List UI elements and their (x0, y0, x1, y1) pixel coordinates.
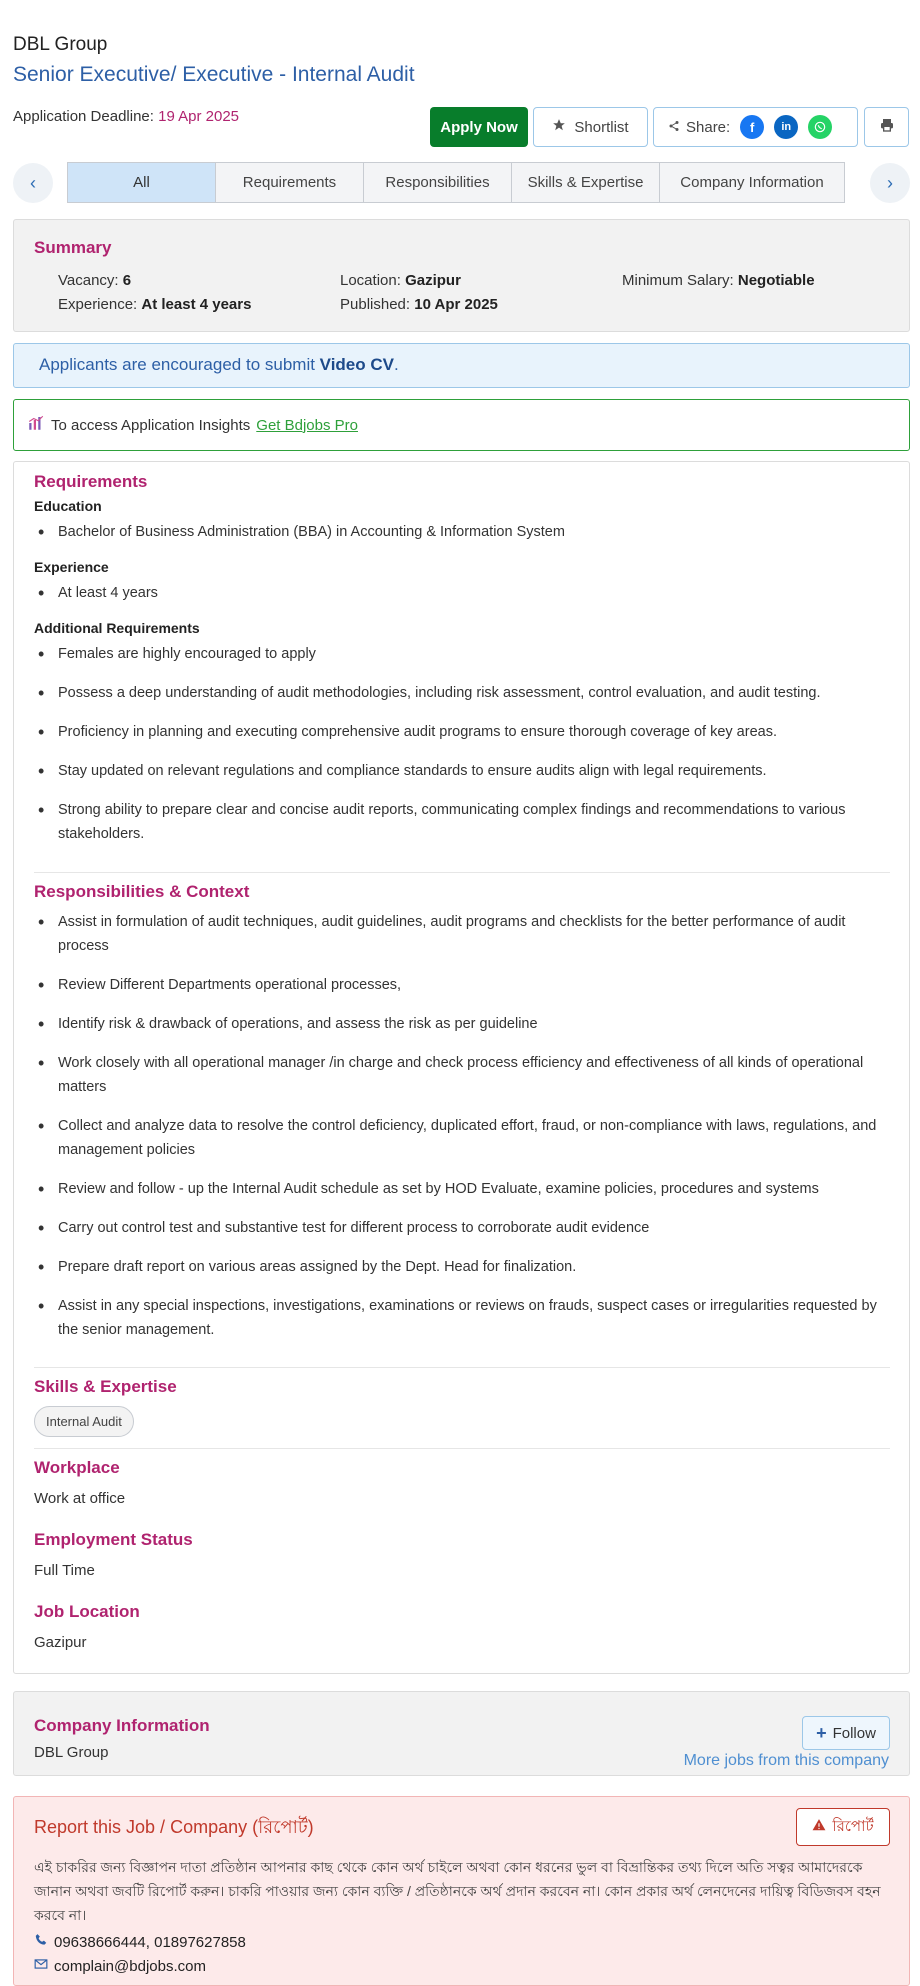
section-tabs (68, 162, 845, 203)
minimum-salary: Minimum Salary: Negotiable (622, 272, 815, 289)
share-group (653, 107, 858, 147)
plus-icon: + (816, 1722, 827, 1743)
education-heading: Education (34, 498, 102, 514)
tab-company-information[interactable]: Company Information (659, 162, 845, 203)
star-icon (552, 118, 566, 136)
mail-icon (34, 1957, 48, 1975)
workplace-value: Work at office (34, 1490, 126, 1507)
report-card (13, 1796, 910, 1986)
shortlist-label: Shortlist (574, 118, 629, 136)
skill-tag[interactable]: Internal Audit (34, 1406, 134, 1437)
get-bdjobs-pro-link[interactable]: Get Bdjobs Pro (256, 416, 358, 434)
tab-all[interactable]: All (67, 162, 216, 203)
report-email: complain@bdjobs.com (34, 1957, 206, 1975)
responsibility-item: • Prepare draft report on various areas assigned by the Dept. Head for finalization. (58, 1255, 893, 1279)
education-item: • Bachelor of Business Administration (BBA) in Accounting & Information System (58, 520, 893, 544)
video-cv-notice: Applicants are encouraged to submit Video CV. (13, 343, 910, 388)
responsibility-item: • Assist in formulation of audit techniques, audit guidelines, audit programs and checklists for the better performance of audit process (58, 910, 893, 958)
additional-requirement-item: • Females are highly encouraged to apply (58, 642, 893, 666)
apply-now-button[interactable]: Apply Now (430, 107, 528, 147)
report-notice-text: এই চাকরির জন্য বিজ্ঞাপন দাতা প্রতিষ্ঠান আপনার কাছ থেকে কোন অর্থ চাইলে অথবা কোন ধরনের ভুল বা বিভ্রান্তিকর তথ্য দিলে অতি সত্বর আমাদেরকে জানান অথবা জবটি রিপোর্ট করুন। চাকরি পাওয়ার জন্য কোন ব্যক্তি / প্রতিষ্ঠানকে অর্থ প্রদান করবেন না। কোন প্রকার অর্থ লেনদেনের দায়িত্ব বিডিজবস বহন করবে না। (34, 1859, 881, 1923)
deadline-label: Application Deadline: (13, 108, 154, 125)
facebook-icon[interactable]: f (740, 115, 764, 139)
report-button[interactable] (796, 1808, 890, 1846)
tabs-scroll-right-button[interactable] (870, 163, 910, 203)
print-button[interactable] (864, 107, 909, 147)
summary-card (13, 219, 910, 332)
summary-title: Summary (34, 238, 112, 257)
experience: Experience: At least 4 years (58, 296, 252, 313)
skills-title: Skills & Expertise (34, 1377, 177, 1396)
additional-requirement-item: • Stay updated on relevant regulations and compliance standards to ensure audits align with legal requirements. (58, 759, 893, 783)
company-information-title: Company Information (34, 1716, 210, 1735)
vacancy: Vacancy: 6 (58, 272, 132, 289)
tab-skills[interactable]: Skills & Expertise (511, 162, 660, 203)
report-phone: 09638666444, 01897627858 (34, 1933, 246, 1951)
job-details-card (13, 461, 910, 1674)
more-jobs-link[interactable]: More jobs from this company (683, 1752, 889, 1769)
print-icon (879, 117, 895, 137)
follow-label: Follow (832, 1724, 876, 1742)
chevron-left-icon: ‹ (30, 172, 36, 193)
divider (34, 872, 890, 873)
job-location-title: Job Location (34, 1602, 140, 1621)
company-information-name: DBL Group (34, 1744, 109, 1761)
employment-status-title: Employment Status (34, 1530, 193, 1549)
responsibility-item: • Assist in any special inspections, investigations, examinations or reviews on frauds, suspect cases or irregularities requested by the senior management. (58, 1294, 893, 1342)
chevron-right-icon: › (887, 172, 893, 193)
location: Location: Gazipur (340, 272, 461, 289)
job-title: Senior Executive/ Executive - Internal Audit (13, 63, 415, 86)
whatsapp-icon[interactable] (808, 115, 832, 139)
responsibility-item: • Carry out control test and substantive test for different process to corroborate audit evidence (58, 1216, 893, 1240)
tabs-scroll-left-button[interactable] (13, 163, 53, 203)
phone-icon (34, 1933, 48, 1951)
tab-requirements[interactable]: Requirements (215, 162, 364, 203)
company-information-card (13, 1691, 910, 1776)
divider (34, 1448, 890, 1449)
insights-text: To access Application Insights (51, 416, 251, 434)
requirements-title: Requirements (34, 472, 148, 491)
shortlist-button[interactable] (533, 107, 648, 147)
report-title: Report this Job / Company (রিপোর্ট) (34, 1817, 314, 1837)
employment-status-value: Full Time (34, 1562, 95, 1579)
chart-icon (27, 414, 45, 436)
warning-icon (812, 1818, 826, 1836)
responsibility-item: • Collect and analyze data to resolve the control deficiency, duplicated effort, fraud, or non-compliance with laws, regulations, and management policies (58, 1114, 893, 1162)
additional-requirement-item: • Proficiency in planning and executing comprehensive audit programs to ensure thorough coverage of key areas. (58, 720, 893, 744)
deadline-date: 19 Apr 2025 (158, 108, 240, 125)
responsibilities-title: Responsibilities & Context (34, 882, 250, 901)
job-location-value: Gazipur (34, 1634, 87, 1651)
responsibility-item: • Review and follow - up the Internal Audit schedule as set by HOD Evaluate, examine policies, procedures and systems (58, 1177, 893, 1201)
workplace-title: Workplace (34, 1458, 120, 1477)
application-insights-banner (13, 399, 910, 451)
share-label: Share: (686, 118, 731, 136)
responsibility-item: • Work closely with all operational manager /in charge and check process efficiency and effectiveness of all kinds of operational matters (58, 1051, 893, 1099)
additional-requirement-item: • Strong ability to prepare clear and concise audit reports, communicating complex findings and recommendations to various stakeholders. (58, 798, 893, 846)
application-deadline (13, 108, 239, 125)
tab-responsibilities[interactable]: Responsibilities (363, 162, 512, 203)
follow-button[interactable] (802, 1716, 890, 1750)
responsibility-item: • Review Different Departments operational processes, (58, 973, 893, 997)
linkedin-icon[interactable]: in (774, 115, 798, 139)
published-date: Published: 10 Apr 2025 (340, 296, 498, 313)
company-name: DBL Group (13, 34, 108, 55)
report-button-label: রিপোর্ট (832, 1817, 874, 1835)
additional-requirement-item: • Possess a deep understanding of audit methodologies, including risk assessment, control evaluation, and audit testing. (58, 681, 893, 705)
divider (34, 1367, 890, 1368)
responsibility-item: • Identify risk & drawback of operations, and assess the risk as per guideline (58, 1012, 893, 1036)
additional-requirements-heading: Additional Requirements (34, 620, 200, 636)
share-icon (668, 119, 680, 136)
experience-item: • At least 4 years (58, 581, 893, 605)
experience-heading: Experience (34, 559, 109, 575)
